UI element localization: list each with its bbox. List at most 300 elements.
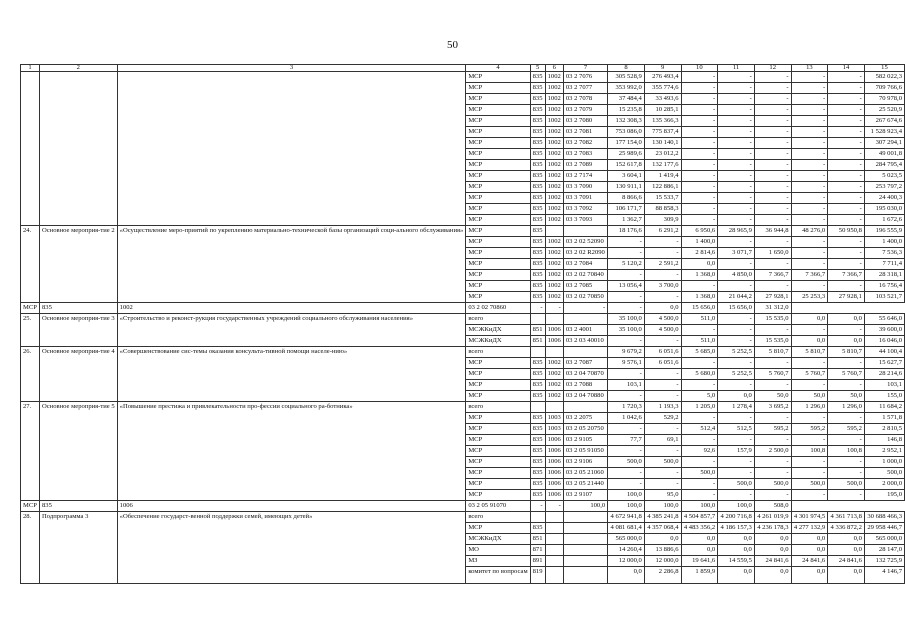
section-cell <box>545 534 563 545</box>
value-cell: 309,9 <box>644 215 681 226</box>
value-cell: - <box>828 204 865 215</box>
value-cell: 28 318,1 <box>864 270 904 281</box>
value-cell: 0,0 <box>828 534 865 545</box>
value-cell: - <box>563 303 607 314</box>
value-cell: 100,0 <box>608 490 645 501</box>
grbs-cell: 835 <box>530 237 545 248</box>
value-cell: 253 797,2 <box>864 182 904 193</box>
value-cell: - <box>828 215 865 226</box>
value-cell: - <box>718 435 755 446</box>
column-number-cell: 8 <box>608 65 645 72</box>
value-cell: - <box>545 501 563 512</box>
value-cell: 4 850,0 <box>718 270 755 281</box>
value-cell: 100,0 <box>608 501 645 512</box>
executor-cell: МСР <box>466 204 530 215</box>
grbs-cell: 835 <box>530 193 545 204</box>
value-cell: - <box>791 160 828 171</box>
value-cell: 12 000,0 <box>608 556 645 567</box>
executor-cell: МСР <box>466 127 530 138</box>
value-cell: - <box>608 237 645 248</box>
value-cell: 5 760,7 <box>828 369 865 380</box>
value-cell: 4 301 974,5 <box>791 512 828 523</box>
target-article-cell: 03 3 7091 <box>563 193 607 204</box>
value-cell: 35 100,0 <box>608 314 645 325</box>
value-cell: 1 205,0 <box>681 402 718 413</box>
target-article-cell: 03 2 7085 <box>563 281 607 292</box>
target-article-cell: 03 2 02 R2090 <box>563 248 607 259</box>
measure-cell: «Совершенствование сис-темы оказания консульта-тивной помощи населе-нию» <box>117 347 466 402</box>
target-article-cell: 03 2 05 21060 <box>563 468 607 479</box>
grbs-cell: 835 <box>39 303 117 314</box>
program-cell: Подпрограмма 3 <box>39 512 117 584</box>
executor-cell: МСР <box>466 380 530 391</box>
value-cell: - <box>754 204 791 215</box>
value-cell: 106 171,7 <box>608 204 645 215</box>
table-row <box>21 314 905 325</box>
value-cell: 0,0 <box>828 336 865 347</box>
target-article-cell: 03 2 02 70860 <box>466 303 530 314</box>
value-cell: 16 046,0 <box>864 336 904 347</box>
value-cell: - <box>828 127 865 138</box>
value-cell: 14 559,5 <box>718 556 755 567</box>
value-cell: - <box>681 83 718 94</box>
executor-cell: МСР <box>466 270 530 281</box>
executor-cell: МСР <box>466 226 530 237</box>
value-cell: 1 368,0 <box>681 292 718 303</box>
section-cell <box>545 226 563 237</box>
value-cell: 92,6 <box>681 446 718 457</box>
grbs-cell: 835 <box>530 105 545 116</box>
target-article-cell <box>563 402 607 413</box>
section-cell: 1006 <box>545 457 563 468</box>
value-cell: 0,0 <box>754 567 791 584</box>
value-cell: - <box>608 468 645 479</box>
value-cell: - <box>754 237 791 248</box>
value-cell: - <box>608 336 645 347</box>
value-cell: 33 493,6 <box>644 94 681 105</box>
target-article-cell: 03 2 9107 <box>563 490 607 501</box>
value-cell: - <box>718 138 755 149</box>
grbs-cell: 835 <box>530 413 545 424</box>
grbs-cell: 871 <box>530 545 545 556</box>
value-cell: 103 521,7 <box>864 292 904 303</box>
value-cell: 0,0 <box>791 336 828 347</box>
grbs-cell: 835 <box>530 281 545 292</box>
value-cell: 1 528 923,4 <box>864 127 904 138</box>
executor-cell: МСЖКиДХ <box>466 325 530 336</box>
value-cell: - <box>828 380 865 391</box>
section-cell: 1002 <box>545 391 563 402</box>
value-cell: - <box>681 325 718 336</box>
section-cell: 1002 <box>117 303 466 314</box>
value-cell: - <box>718 358 755 369</box>
value-cell: - <box>644 237 681 248</box>
value-cell: 0,0 <box>754 545 791 556</box>
grbs-cell: 835 <box>530 72 545 83</box>
target-article-cell: 03 2 7077 <box>563 83 607 94</box>
value-cell: - <box>718 314 755 325</box>
value-cell: 39 600,0 <box>864 325 904 336</box>
value-cell: 30 688 466,3 <box>864 512 904 523</box>
value-cell: 500,0 <box>608 457 645 468</box>
target-article-cell: 03 2 02 70850 <box>563 292 607 303</box>
value-cell: 2 500,0 <box>754 446 791 457</box>
value-cell: 95,0 <box>644 490 681 501</box>
program-cell: Основное мероприя-тие 2 <box>39 226 117 303</box>
executor-cell: МСР <box>466 281 530 292</box>
section-cell: 1002 <box>545 72 563 83</box>
target-article-cell: 03 2 04 70870 <box>563 369 607 380</box>
value-cell: - <box>828 325 865 336</box>
value-cell: - <box>791 358 828 369</box>
value-cell: 4 261 019,9 <box>754 512 791 523</box>
column-number-cell: 15 <box>864 65 904 72</box>
value-cell: 4 357 068,4 <box>644 523 681 534</box>
value-cell: 6 051,6 <box>644 358 681 369</box>
value-cell: - <box>754 182 791 193</box>
value-cell: 0,0 <box>644 534 681 545</box>
value-cell: - <box>718 116 755 127</box>
grbs-cell: 835 <box>530 457 545 468</box>
value-cell: 6 291,2 <box>644 226 681 237</box>
budget-table <box>20 64 905 584</box>
value-cell: - <box>791 94 828 105</box>
section-cell: 1002 <box>545 149 563 160</box>
value-cell: 6 051,6 <box>644 347 681 358</box>
value-cell: 100,8 <box>791 446 828 457</box>
value-cell: - <box>718 94 755 105</box>
value-cell: 11 684,2 <box>864 402 904 413</box>
value-cell: 307 294,1 <box>864 138 904 149</box>
target-article-cell: 03 2 7089 <box>563 160 607 171</box>
value-cell: 0,0 <box>644 303 681 314</box>
value-cell: - <box>791 468 828 479</box>
target-article-cell <box>563 523 607 534</box>
value-cell: - <box>828 259 865 270</box>
value-cell: 5 760,7 <box>754 369 791 380</box>
section-cell: 1002 <box>545 237 563 248</box>
value-cell: 8 866,6 <box>608 193 645 204</box>
value-cell: 100,0 <box>563 501 607 512</box>
section-cell: 1002 <box>545 182 563 193</box>
value-cell: - <box>608 446 645 457</box>
value-cell: 500,0 <box>681 468 718 479</box>
section-cell: 1006 <box>545 336 563 347</box>
value-cell: - <box>718 468 755 479</box>
value-cell: 1 720,3 <box>608 402 645 413</box>
section-cell <box>545 314 563 325</box>
table-row <box>21 303 905 314</box>
value-cell: 152 617,8 <box>608 160 645 171</box>
value-cell: - <box>791 259 828 270</box>
value-cell: - <box>828 171 865 182</box>
value-cell: - <box>681 149 718 160</box>
value-cell: - <box>718 83 755 94</box>
value-cell: - <box>791 237 828 248</box>
value-cell: - <box>754 325 791 336</box>
value-cell: 196 555,9 <box>864 226 904 237</box>
value-cell: - <box>754 105 791 116</box>
value-cell: 511,0 <box>681 314 718 325</box>
section-cell: 1002 <box>545 380 563 391</box>
value-cell: 595,2 <box>791 424 828 435</box>
value-cell: - <box>608 303 645 314</box>
grbs-cell: 835 <box>530 391 545 402</box>
value-cell: - <box>644 336 681 347</box>
value-cell: 18 176,6 <box>608 226 645 237</box>
executor-cell: МСЖКиДХ <box>466 336 530 347</box>
value-cell: 1 419,4 <box>644 171 681 182</box>
value-cell: 6 950,6 <box>681 226 718 237</box>
target-article-cell: 03 2 03 40010 <box>563 336 607 347</box>
grbs-cell: 835 <box>530 127 545 138</box>
value-cell: - <box>828 281 865 292</box>
value-cell: 14 260,4 <box>608 545 645 556</box>
value-cell: - <box>828 468 865 479</box>
section-cell: 1002 <box>545 94 563 105</box>
value-cell: - <box>681 215 718 226</box>
grbs-cell: 819 <box>530 567 545 584</box>
target-article-cell: 03 2 05 21440 <box>563 479 607 490</box>
executor-cell: МСР <box>466 160 530 171</box>
grbs-cell: 835 <box>530 490 545 501</box>
value-cell: - <box>718 336 755 347</box>
value-cell: 5 023,5 <box>864 171 904 182</box>
executor-cell: МСР <box>466 237 530 248</box>
target-article-cell: 03 2 7087 <box>563 358 607 369</box>
value-cell: 0,0 <box>681 259 718 270</box>
section-cell: 1006 <box>545 446 563 457</box>
value-cell: - <box>828 457 865 468</box>
value-cell: 77,7 <box>608 435 645 446</box>
value-cell: 35 100,0 <box>608 325 645 336</box>
value-cell: - <box>828 490 865 501</box>
value-cell: 28 147,0 <box>864 545 904 556</box>
value-cell: - <box>754 83 791 94</box>
value-cell: 0,0 <box>718 391 755 402</box>
value-cell: 1 278,4 <box>718 402 755 413</box>
value-cell: 500,0 <box>828 479 865 490</box>
value-cell: 4 672 941,8 <box>608 512 645 523</box>
measure-cell: «Строительство и реконст-рукция государственных учреждений социального обслуживания населения» <box>117 314 466 347</box>
value-cell: 508,0 <box>754 501 791 512</box>
value-cell: 7 536,3 <box>864 248 904 259</box>
value-cell: 3 700,0 <box>644 281 681 292</box>
section-cell <box>545 556 563 567</box>
value-cell: - <box>754 259 791 270</box>
target-article-cell: 03 2 7174 <box>563 171 607 182</box>
value-cell: - <box>608 248 645 259</box>
value-cell: 31 312,0 <box>754 303 791 314</box>
value-cell: 500,0 <box>754 479 791 490</box>
value-cell: 132 308,3 <box>608 116 645 127</box>
value-cell: - <box>791 490 828 501</box>
value-cell: - <box>681 413 718 424</box>
value-cell: 4 385 241,8 <box>644 512 681 523</box>
value-cell: - <box>608 479 645 490</box>
section-cell: 1002 <box>545 138 563 149</box>
section-cell: 1002 <box>545 281 563 292</box>
program-cell: Основное мероприя-тие 5 <box>39 402 117 501</box>
target-article-cell: 03 3 7092 <box>563 204 607 215</box>
value-cell: - <box>791 215 828 226</box>
value-cell: 122 886,1 <box>644 182 681 193</box>
value-cell: - <box>754 413 791 424</box>
value-cell: - <box>608 391 645 402</box>
value-cell: 48 276,0 <box>791 226 828 237</box>
value-cell: - <box>791 127 828 138</box>
value-cell: - <box>718 171 755 182</box>
value-cell: - <box>718 457 755 468</box>
value-cell: 775 837,4 <box>644 127 681 138</box>
value-cell: 24 841,6 <box>754 556 791 567</box>
value-cell: 709 766,6 <box>864 83 904 94</box>
value-cell: 512,4 <box>681 424 718 435</box>
target-article-cell: 03 2 9106 <box>563 457 607 468</box>
target-article-cell <box>563 314 607 325</box>
section-cell: 1002 <box>545 292 563 303</box>
value-cell: 0,0 <box>681 545 718 556</box>
value-cell: - <box>828 94 865 105</box>
value-cell: - <box>754 358 791 369</box>
row-number-cell: 27. <box>21 402 40 501</box>
executor-cell: МСР <box>466 149 530 160</box>
value-cell: 70 978,0 <box>864 94 904 105</box>
section-cell: 1002 <box>545 204 563 215</box>
value-cell: - <box>681 160 718 171</box>
value-cell: - <box>754 490 791 501</box>
section-cell: 1006 <box>545 325 563 336</box>
executor-cell: МСР <box>466 479 530 490</box>
value-cell: - <box>828 193 865 204</box>
value-cell: - <box>791 457 828 468</box>
value-cell: - <box>608 369 645 380</box>
grbs-cell: 835 <box>530 424 545 435</box>
target-article-cell: 03 2 02 70840 <box>563 270 607 281</box>
grbs-cell: 835 <box>530 369 545 380</box>
value-cell: 19 641,6 <box>681 556 718 567</box>
value-cell: 4 236 178,3 <box>754 523 791 534</box>
target-article-cell <box>563 512 607 523</box>
value-cell: - <box>681 182 718 193</box>
column-number-cell: 2 <box>39 65 117 72</box>
value-cell: 50 950,8 <box>828 226 865 237</box>
value-cell: 2 952,1 <box>864 446 904 457</box>
target-article-cell: 03 2 7082 <box>563 138 607 149</box>
target-article-cell: 03 2 7079 <box>563 105 607 116</box>
value-cell: 353 992,0 <box>608 83 645 94</box>
section-cell: 1002 <box>545 369 563 380</box>
grbs-cell: 835 <box>530 116 545 127</box>
grbs-cell <box>530 347 545 358</box>
value-cell: 1 859,9 <box>681 567 718 584</box>
value-cell: - <box>754 380 791 391</box>
value-cell: - <box>828 160 865 171</box>
column-number-cell: 1 <box>21 65 40 72</box>
value-cell: 4 146,7 <box>864 567 904 584</box>
value-cell: 0,0 <box>608 567 645 584</box>
target-article-cell: 03 2 7084 <box>563 259 607 270</box>
value-cell: - <box>828 149 865 160</box>
value-cell: 5 680,0 <box>681 369 718 380</box>
value-cell: 355 774,6 <box>644 83 681 94</box>
measure-cell <box>117 72 466 226</box>
value-cell: - <box>718 380 755 391</box>
grbs-cell: 835 <box>530 270 545 281</box>
value-cell: 5,0 <box>681 391 718 402</box>
grbs-cell: 851 <box>530 336 545 347</box>
value-cell: - <box>681 490 718 501</box>
value-cell: - <box>644 369 681 380</box>
value-cell: - <box>644 391 681 402</box>
grbs-cell: 835 <box>530 248 545 259</box>
executor-cell: комитет по вопросам <box>466 567 530 584</box>
value-cell: 21 044,2 <box>718 292 755 303</box>
value-cell: 12 000,0 <box>644 556 681 567</box>
column-number-cell: 6 <box>545 65 563 72</box>
grbs-cell: 835 <box>530 468 545 479</box>
value-cell: - <box>754 468 791 479</box>
value-cell: - <box>681 380 718 391</box>
value-cell: - <box>754 457 791 468</box>
executor-cell: МСР <box>466 105 530 116</box>
value-cell: - <box>791 116 828 127</box>
grbs-cell: 835 <box>530 226 545 237</box>
value-cell: - <box>828 83 865 94</box>
value-cell: - <box>791 193 828 204</box>
value-cell: 25 520,9 <box>864 105 904 116</box>
value-cell: - <box>681 193 718 204</box>
section-cell: 1002 <box>545 358 563 369</box>
value-cell: 0,0 <box>828 314 865 325</box>
target-article-cell: 03 2 7080 <box>563 116 607 127</box>
value-cell: - <box>754 281 791 292</box>
value-cell: 130 140,1 <box>644 138 681 149</box>
value-cell: 500,0 <box>718 479 755 490</box>
value-cell: - <box>644 479 681 490</box>
target-article-cell <box>563 226 607 237</box>
section-cell <box>545 567 563 584</box>
grbs-cell: 835 <box>530 446 545 457</box>
value-cell: - <box>644 270 681 281</box>
value-cell: 100,0 <box>644 501 681 512</box>
value-cell: 5 685,0 <box>681 347 718 358</box>
row-number-cell: 26. <box>21 347 40 402</box>
value-cell: - <box>718 281 755 292</box>
value-cell: - <box>791 281 828 292</box>
value-cell: - <box>828 138 865 149</box>
value-cell: - <box>791 204 828 215</box>
value-cell: 305 528,9 <box>608 72 645 83</box>
value-cell: 132 725,9 <box>864 556 904 567</box>
executor-cell: МСЖКиДХ <box>466 534 530 545</box>
value-cell: 10 285,1 <box>644 105 681 116</box>
program-cell <box>39 72 117 226</box>
value-cell: - <box>644 446 681 457</box>
value-cell: - <box>791 171 828 182</box>
value-cell: - <box>791 138 828 149</box>
value-cell: - <box>791 182 828 193</box>
value-cell: 195 030,0 <box>864 204 904 215</box>
value-cell: - <box>681 358 718 369</box>
value-cell: - <box>681 435 718 446</box>
value-cell: 4 500,0 <box>644 325 681 336</box>
value-cell: 5 810,7 <box>754 347 791 358</box>
value-cell: - <box>644 380 681 391</box>
value-cell: 157,9 <box>718 446 755 457</box>
measure-cell: «Осуществление меро-приятий по укреплению материально-технической базы организаций соци-ального обслуживания» <box>117 226 466 303</box>
value-cell: 4 336 872,2 <box>828 523 865 534</box>
